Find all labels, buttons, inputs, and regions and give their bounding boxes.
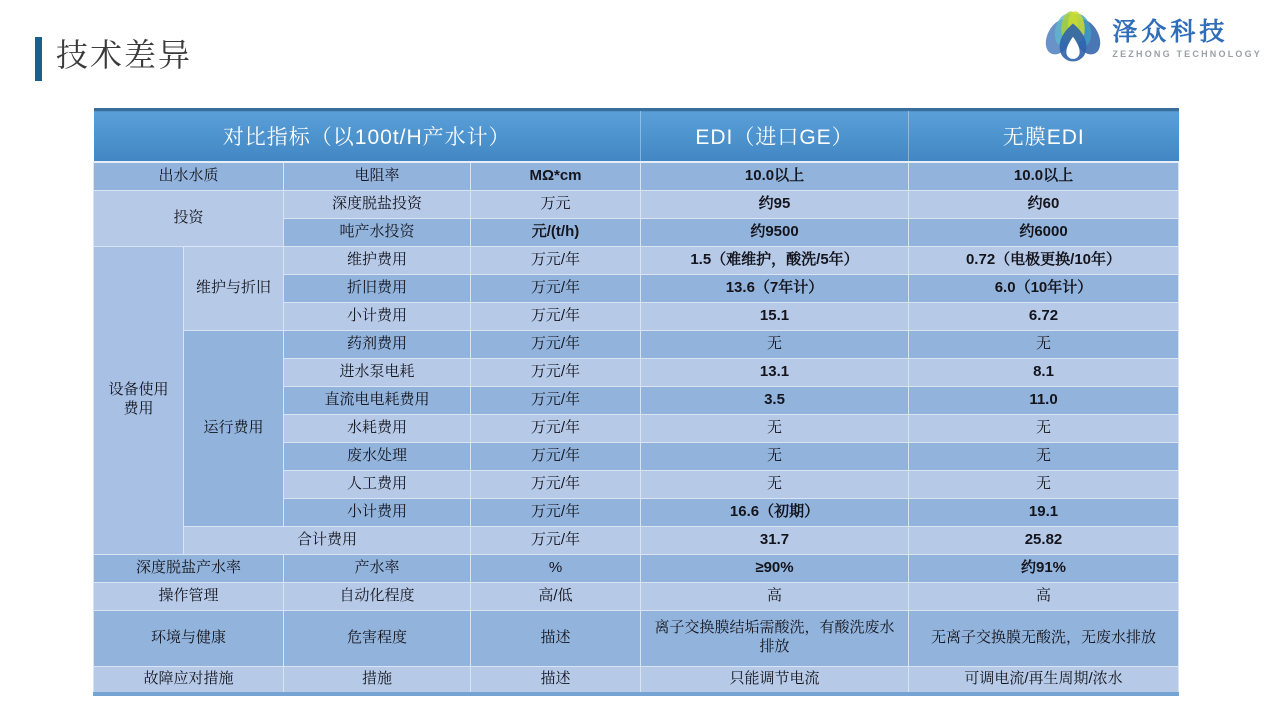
- table-cell: 31.7: [641, 526, 909, 554]
- table-cell: 出水水质: [94, 162, 284, 190]
- column-header: EDI（进口GE）: [641, 110, 909, 163]
- table-cell: 无: [641, 414, 909, 442]
- table-cell: 万元/年: [471, 414, 641, 442]
- table-cell: 0.72（电极更换/10年）: [909, 246, 1179, 274]
- table-cell: 小计费用: [284, 498, 471, 526]
- table-cell: 无: [641, 330, 909, 358]
- table-cell: 约95: [641, 190, 909, 218]
- table-row: [94, 162, 1179, 190]
- page-title: 技术差异: [56, 37, 193, 73]
- table-cell: 15.1: [641, 302, 909, 330]
- table-cell: 约91%: [909, 554, 1179, 582]
- table-cell: 操作管理: [94, 582, 284, 610]
- title-accent-bar: [35, 37, 42, 81]
- table-cell: 6.72: [909, 302, 1179, 330]
- table-cell: 高: [641, 582, 909, 610]
- table-cell: 深度脱盐投资: [284, 190, 471, 218]
- table-cell: 万元/年: [471, 470, 641, 498]
- table-cell: 约6000: [909, 218, 1179, 246]
- table-row: [94, 610, 1179, 666]
- header-row: [94, 110, 1179, 163]
- logo-company-subtitle: ZEZHONG TECHNOLOGY: [1112, 49, 1262, 60]
- table-cell: 深度脱盐产水率: [94, 554, 284, 582]
- table-cell: 维护与折旧: [184, 246, 284, 330]
- table-cell: 万元/年: [471, 246, 641, 274]
- table-cell: 13.1: [641, 358, 909, 386]
- table-row: [94, 666, 1179, 694]
- table-cell: 运行费用: [184, 330, 284, 526]
- table-body: [94, 162, 1179, 694]
- logo-text: [1112, 19, 1262, 60]
- table-cell: 药剂费用: [284, 330, 471, 358]
- column-header: 无膜EDI: [909, 110, 1179, 163]
- table-cell: 环境与健康: [94, 610, 284, 666]
- table-cell: 措施: [284, 666, 471, 694]
- table-cell: 高: [909, 582, 1179, 610]
- table-cell: 万元: [471, 190, 641, 218]
- logo-company-name: 泽众科技: [1112, 17, 1229, 46]
- table-cell: 无: [909, 414, 1179, 442]
- table-cell: 吨产水投资: [284, 218, 471, 246]
- table-row: [94, 582, 1179, 610]
- table-cell: 万元/年: [471, 302, 641, 330]
- table-cell: 进水泵电耗: [284, 358, 471, 386]
- table-cell: 10.0以上: [641, 162, 909, 190]
- table-row: [94, 554, 1179, 582]
- table-cell: 3.5: [641, 386, 909, 414]
- table-cell: 危害程度: [284, 610, 471, 666]
- table-cell: 合计费用: [184, 526, 471, 554]
- table-cell: MΩ*cm: [471, 162, 641, 190]
- table-cell: 元/(t/h): [471, 218, 641, 246]
- table-cell: 约60: [909, 190, 1179, 218]
- table-cell: 小计费用: [284, 302, 471, 330]
- table-cell: 19.1: [909, 498, 1179, 526]
- company-logo: [1042, 8, 1262, 70]
- table-row: [94, 330, 1179, 358]
- table-cell: 描述: [471, 610, 641, 666]
- column-header: 对比指标（以100t/H产水计）: [94, 110, 641, 163]
- table-row: [94, 246, 1179, 274]
- table-header: [94, 110, 1179, 163]
- table-cell: 产水率: [284, 554, 471, 582]
- table-cell: 高/低: [471, 582, 641, 610]
- table-cell: 万元/年: [471, 274, 641, 302]
- table-cell: 描述: [471, 666, 641, 694]
- table-cell: 万元/年: [471, 386, 641, 414]
- table-cell: ≥90%: [641, 554, 909, 582]
- table-cell: 无: [909, 330, 1179, 358]
- table-cell: 16.6（初期）: [641, 498, 909, 526]
- table-cell: 可调电流/再生周期/浓水: [909, 666, 1179, 694]
- table-row: [94, 526, 1179, 554]
- table-cell: 8.1: [909, 358, 1179, 386]
- table-cell: 1.5（难维护，酸洗/5年）: [641, 246, 909, 274]
- table-cell: 维护费用: [284, 246, 471, 274]
- table-cell: 离子交换膜结垢需酸洗，有酸洗废水排放: [641, 610, 909, 666]
- table-cell: 万元/年: [471, 498, 641, 526]
- table-cell: 折旧费用: [284, 274, 471, 302]
- table-cell: 万元/年: [471, 358, 641, 386]
- table-cell: 电阻率: [284, 162, 471, 190]
- table-cell: 直流电电耗费用: [284, 386, 471, 414]
- table-cell: 水耗费用: [284, 414, 471, 442]
- table-cell: 无: [641, 442, 909, 470]
- table-cell: %: [471, 554, 641, 582]
- table-cell: 设备使用费用: [94, 246, 184, 554]
- table-cell: 只能调节电流: [641, 666, 909, 694]
- table-cell: 万元/年: [471, 330, 641, 358]
- table-cell: 人工费用: [284, 470, 471, 498]
- table-cell: 自动化程度: [284, 582, 471, 610]
- table-cell: 6.0（10年计）: [909, 274, 1179, 302]
- table-cell: 13.6（7年计）: [641, 274, 909, 302]
- table-cell: 万元/年: [471, 442, 641, 470]
- tulip-waterdrop-icon: [1042, 8, 1104, 70]
- table-cell: 无: [641, 470, 909, 498]
- table-cell: 投资: [94, 190, 284, 246]
- table-cell: 约9500: [641, 218, 909, 246]
- table-cell: 无: [909, 442, 1179, 470]
- table-cell: 无离子交换膜无酸洗，无废水排放: [909, 610, 1179, 666]
- table-cell: 25.82: [909, 526, 1179, 554]
- comparison-table: [93, 108, 1179, 696]
- table-cell: 故障应对措施: [94, 666, 284, 694]
- table-cell: 废水处理: [284, 442, 471, 470]
- table-cell: 无: [909, 470, 1179, 498]
- table-cell: 10.0以上: [909, 162, 1179, 190]
- table-row: [94, 190, 1179, 218]
- table-cell: 11.0: [909, 386, 1179, 414]
- table-cell: 万元/年: [471, 526, 641, 554]
